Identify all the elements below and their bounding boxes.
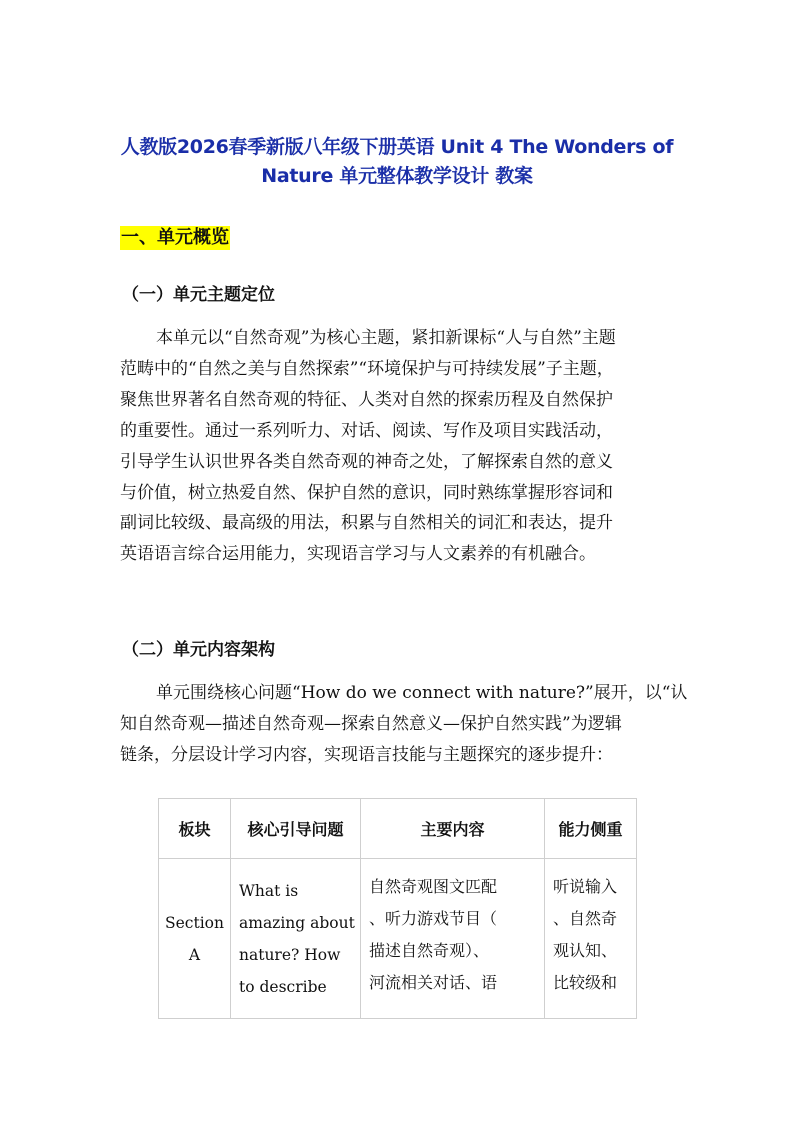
subheading-theme: （一）单元主题定位 <box>122 285 275 305</box>
paragraph-structure <box>120 678 688 771</box>
table-header-cell: 核心引导问题 <box>231 799 361 859</box>
document-title <box>110 133 684 191</box>
paragraph-line: 副词比较级、最高级的用法，积累与自然相关的词汇和表达，提升 <box>120 513 613 534</box>
cell-line: nature? How <box>239 946 341 964</box>
cell-line: 描述自然奇观）、 <box>369 941 490 960</box>
paragraph-line: 与价值，树立热爱自然、保护自然的意识，同时熟练掌握形容词和 <box>120 482 613 503</box>
cell-line: 观认知、 <box>553 941 618 960</box>
cell-line: 听说输入 <box>553 877 618 896</box>
title-line: 人教版2026春季新版八年级下册英语 Unit 4 The Wonders of <box>120 136 674 158</box>
table-cell-question <box>231 859 361 1019</box>
cell-line: A <box>188 946 201 964</box>
cell-line: to describe <box>239 978 327 996</box>
paragraph-line: 链条，分层设计学习内容，实现语言技能与主题探究的逐步提升： <box>120 744 613 765</box>
paragraph-line: 范畴中的“自然之美与自然探索”“环境保护与可持续发展”子主题， <box>120 358 614 379</box>
table-header-cell: 主要内容 <box>361 799 545 859</box>
cell-line: amazing about <box>239 914 355 932</box>
cell-line: 、听力游戏节目（ <box>369 909 498 928</box>
table-header-cell: 能力侧重 <box>545 799 637 859</box>
cell-line: 比较级和 <box>553 973 618 992</box>
section-heading-overview: 一、单元概览 <box>121 227 229 248</box>
paragraph-line: 英语语言综合运用能力，实现语言学习与人文素养的有机融合。 <box>120 544 596 565</box>
table-cell-content <box>361 859 545 1019</box>
subheading-structure: （二）单元内容架构 <box>122 640 275 660</box>
paragraph-line: 知自然奇观—描述自然奇观—探索自然意义—保护自然实践”为逻辑 <box>120 713 622 734</box>
paragraph-line: 聚焦世界著名自然奇观的特征、人类对自然的探索历程及自然保护 <box>120 389 613 410</box>
cell-line: 河流相关对话、语 <box>369 973 498 992</box>
cell-line: Section <box>165 914 224 932</box>
paragraph-line: 引导学生认识世界各类自然奇观的神奇之处，了解探索自然的意义 <box>120 451 613 472</box>
unit-structure-table <box>158 798 637 1019</box>
table-header-row <box>159 799 637 859</box>
table-row <box>159 859 637 1019</box>
paragraph-line: 的重要性。通过一系列听力、对话、阅读、写作及项目实践活动， <box>120 420 613 441</box>
cell-line: What is <box>239 882 299 900</box>
paragraph-theme <box>120 323 676 570</box>
paragraph-line: 单元围绕核心问题“How do we connect with nature?”展开，以“认 <box>156 683 688 703</box>
paragraph-line: 本单元以“自然奇观”为核心主题，紧扣新课标“人与自然”主题 <box>156 328 616 348</box>
cell-line: 自然奇观图文匹配 <box>369 877 498 896</box>
title-line: Nature 单元整体教学设计 教案 <box>261 165 533 187</box>
table-header-cell: 板块 <box>159 799 231 859</box>
cell-line: 、自然奇 <box>553 909 618 928</box>
table-cell-focus <box>545 859 637 1019</box>
table-cell-block <box>159 859 231 1019</box>
